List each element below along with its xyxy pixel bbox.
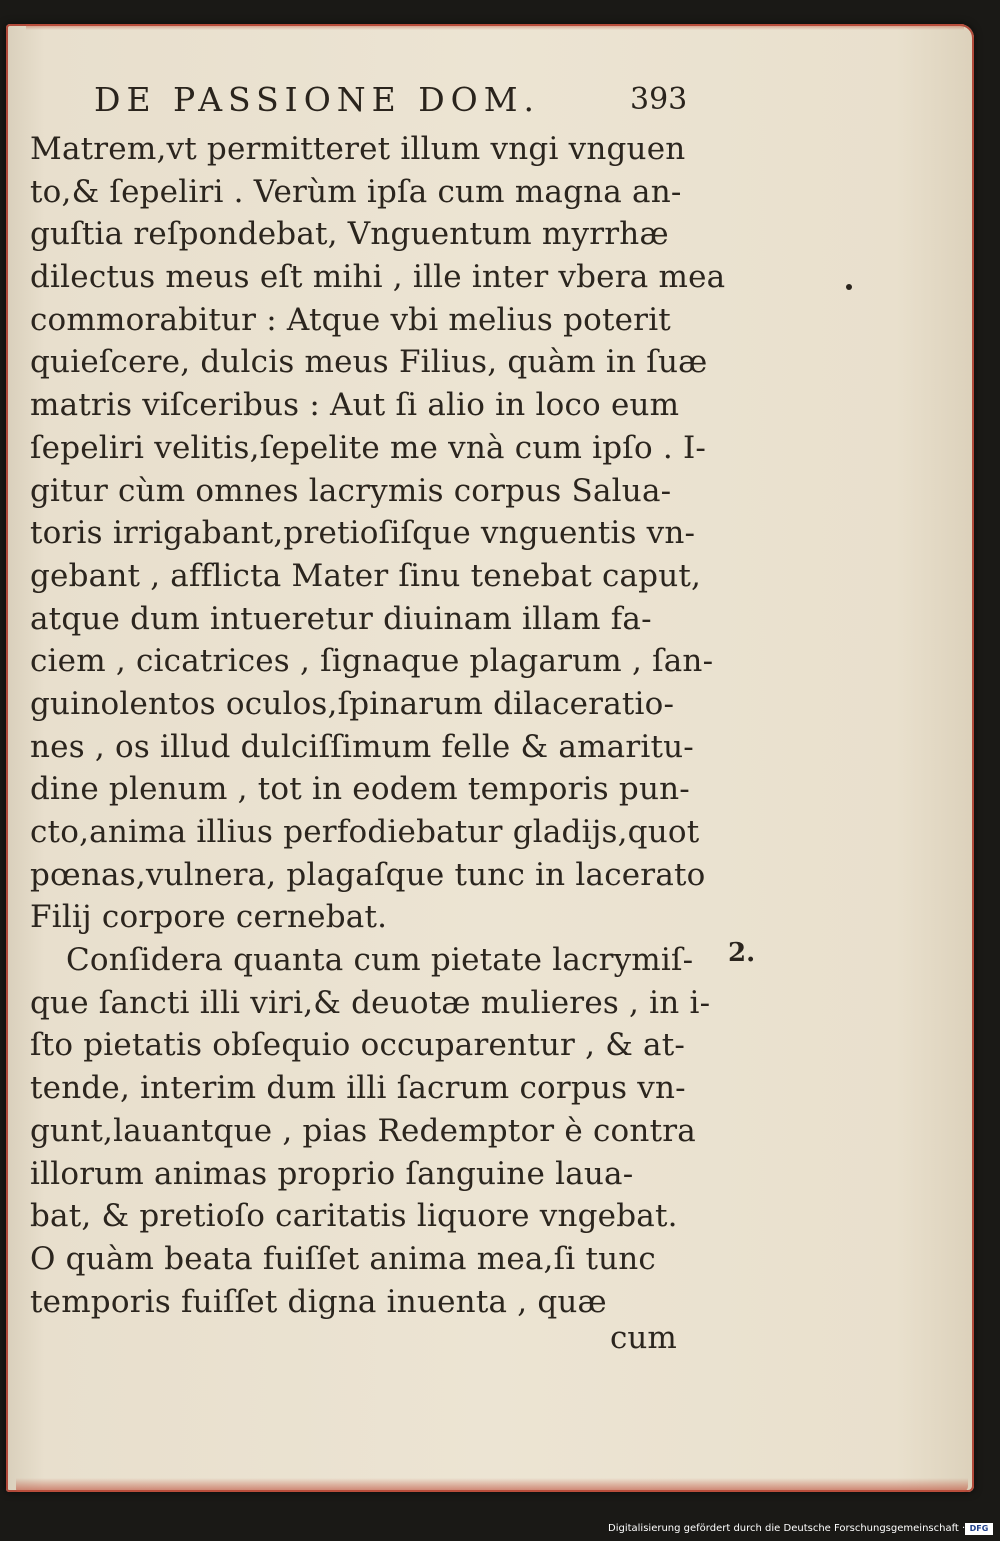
text-line: tende, interim dum illi ſacrum corpus vn- [30,1070,686,1107]
text-line: guinolentos oculos,ſpinarum dilaceratio- [30,685,675,722]
dfg-logo: DFG [965,1523,993,1535]
digitization-credit: Digitalisierung gefördert durch die Deutsche Forschungsgemeinschaft · [608,1523,966,1534]
text-line: cto,anima illius perfodiebatur gladijs,quot [30,814,700,850]
body-text [30,128,726,1323]
text-line: gitur cùm omnes lacrymis corpus Salua- [30,472,672,509]
catchword: cum [610,1320,677,1356]
text-line: dilectus meus eſt mihi , ille inter vbera mea [30,259,726,296]
page-edge-bottom [16,1478,968,1492]
text-line: nes , os illud dulciſſimum felle & amaritu- [30,728,694,765]
text-line: to,& ſepeliri . Verùm ipſa cum magna an- [30,173,682,210]
text-line: Conſidera quanta cum pietate lacrymiſ- [66,942,694,979]
text-line: gebant , afflicta Mater ſinu tenebat caput, [30,557,702,594]
text-line: atque dum intueretur diuinam illam fa- [30,600,652,637]
text-line: ciem , cicatrices , ſignaque plagarum , ſan- [30,643,714,680]
text-line: illorum animas proprio ſanguine laua- [30,1155,634,1192]
text-line: dine plenum , tot in eodem temporis pun- [30,771,690,808]
text-line: Filij corpore cernebat. [30,899,388,936]
text-line: guſtia reſpondebat, Vnguentum myrrhæ [30,216,669,253]
ink-speck [846,284,852,290]
page-number: 393 [630,82,688,117]
page-edge-top [26,24,964,30]
running-head: DE PASSIONE DOM. [94,80,541,119]
text-line: bat, & pretioſo caritatis liquore vngebat. [30,1198,678,1235]
margin-note: 2. [728,938,756,968]
text-line: ſto pietatis obſequio occuparentur , & at- [30,1027,686,1064]
text-line: toris irrigabant,pretioſiſque vnguentis vn- [30,515,696,552]
text-line: matris viſceribus : Aut ſi alio in loco eum [30,387,680,424]
text-line: O quàm beata fuiſſet anima mea,ſi tunc [30,1240,656,1277]
text-line: pœnas,vulnera, plagaſque tunc in lacerato [30,856,706,893]
text-line: que ſancti illi viri,& deuotæ mulieres , in i- [30,984,711,1021]
text-line: commorabitur : Atque vbi melius poterit [30,301,671,338]
text-line: ſepeliri velitis,ſepelite me vnà cum ipſo . I- [30,429,707,466]
text-line: temporis fuiſſet digna inuenta , quæ [30,1283,607,1320]
text-line: gunt,lauantque , pias Redemptor è contra [30,1112,696,1149]
text-line: Matrem,vt permitteret illum vngi vnguen [30,131,686,167]
text-line: quieſcere, dulcis meus Filius, quàm in ſuæ [30,344,708,381]
